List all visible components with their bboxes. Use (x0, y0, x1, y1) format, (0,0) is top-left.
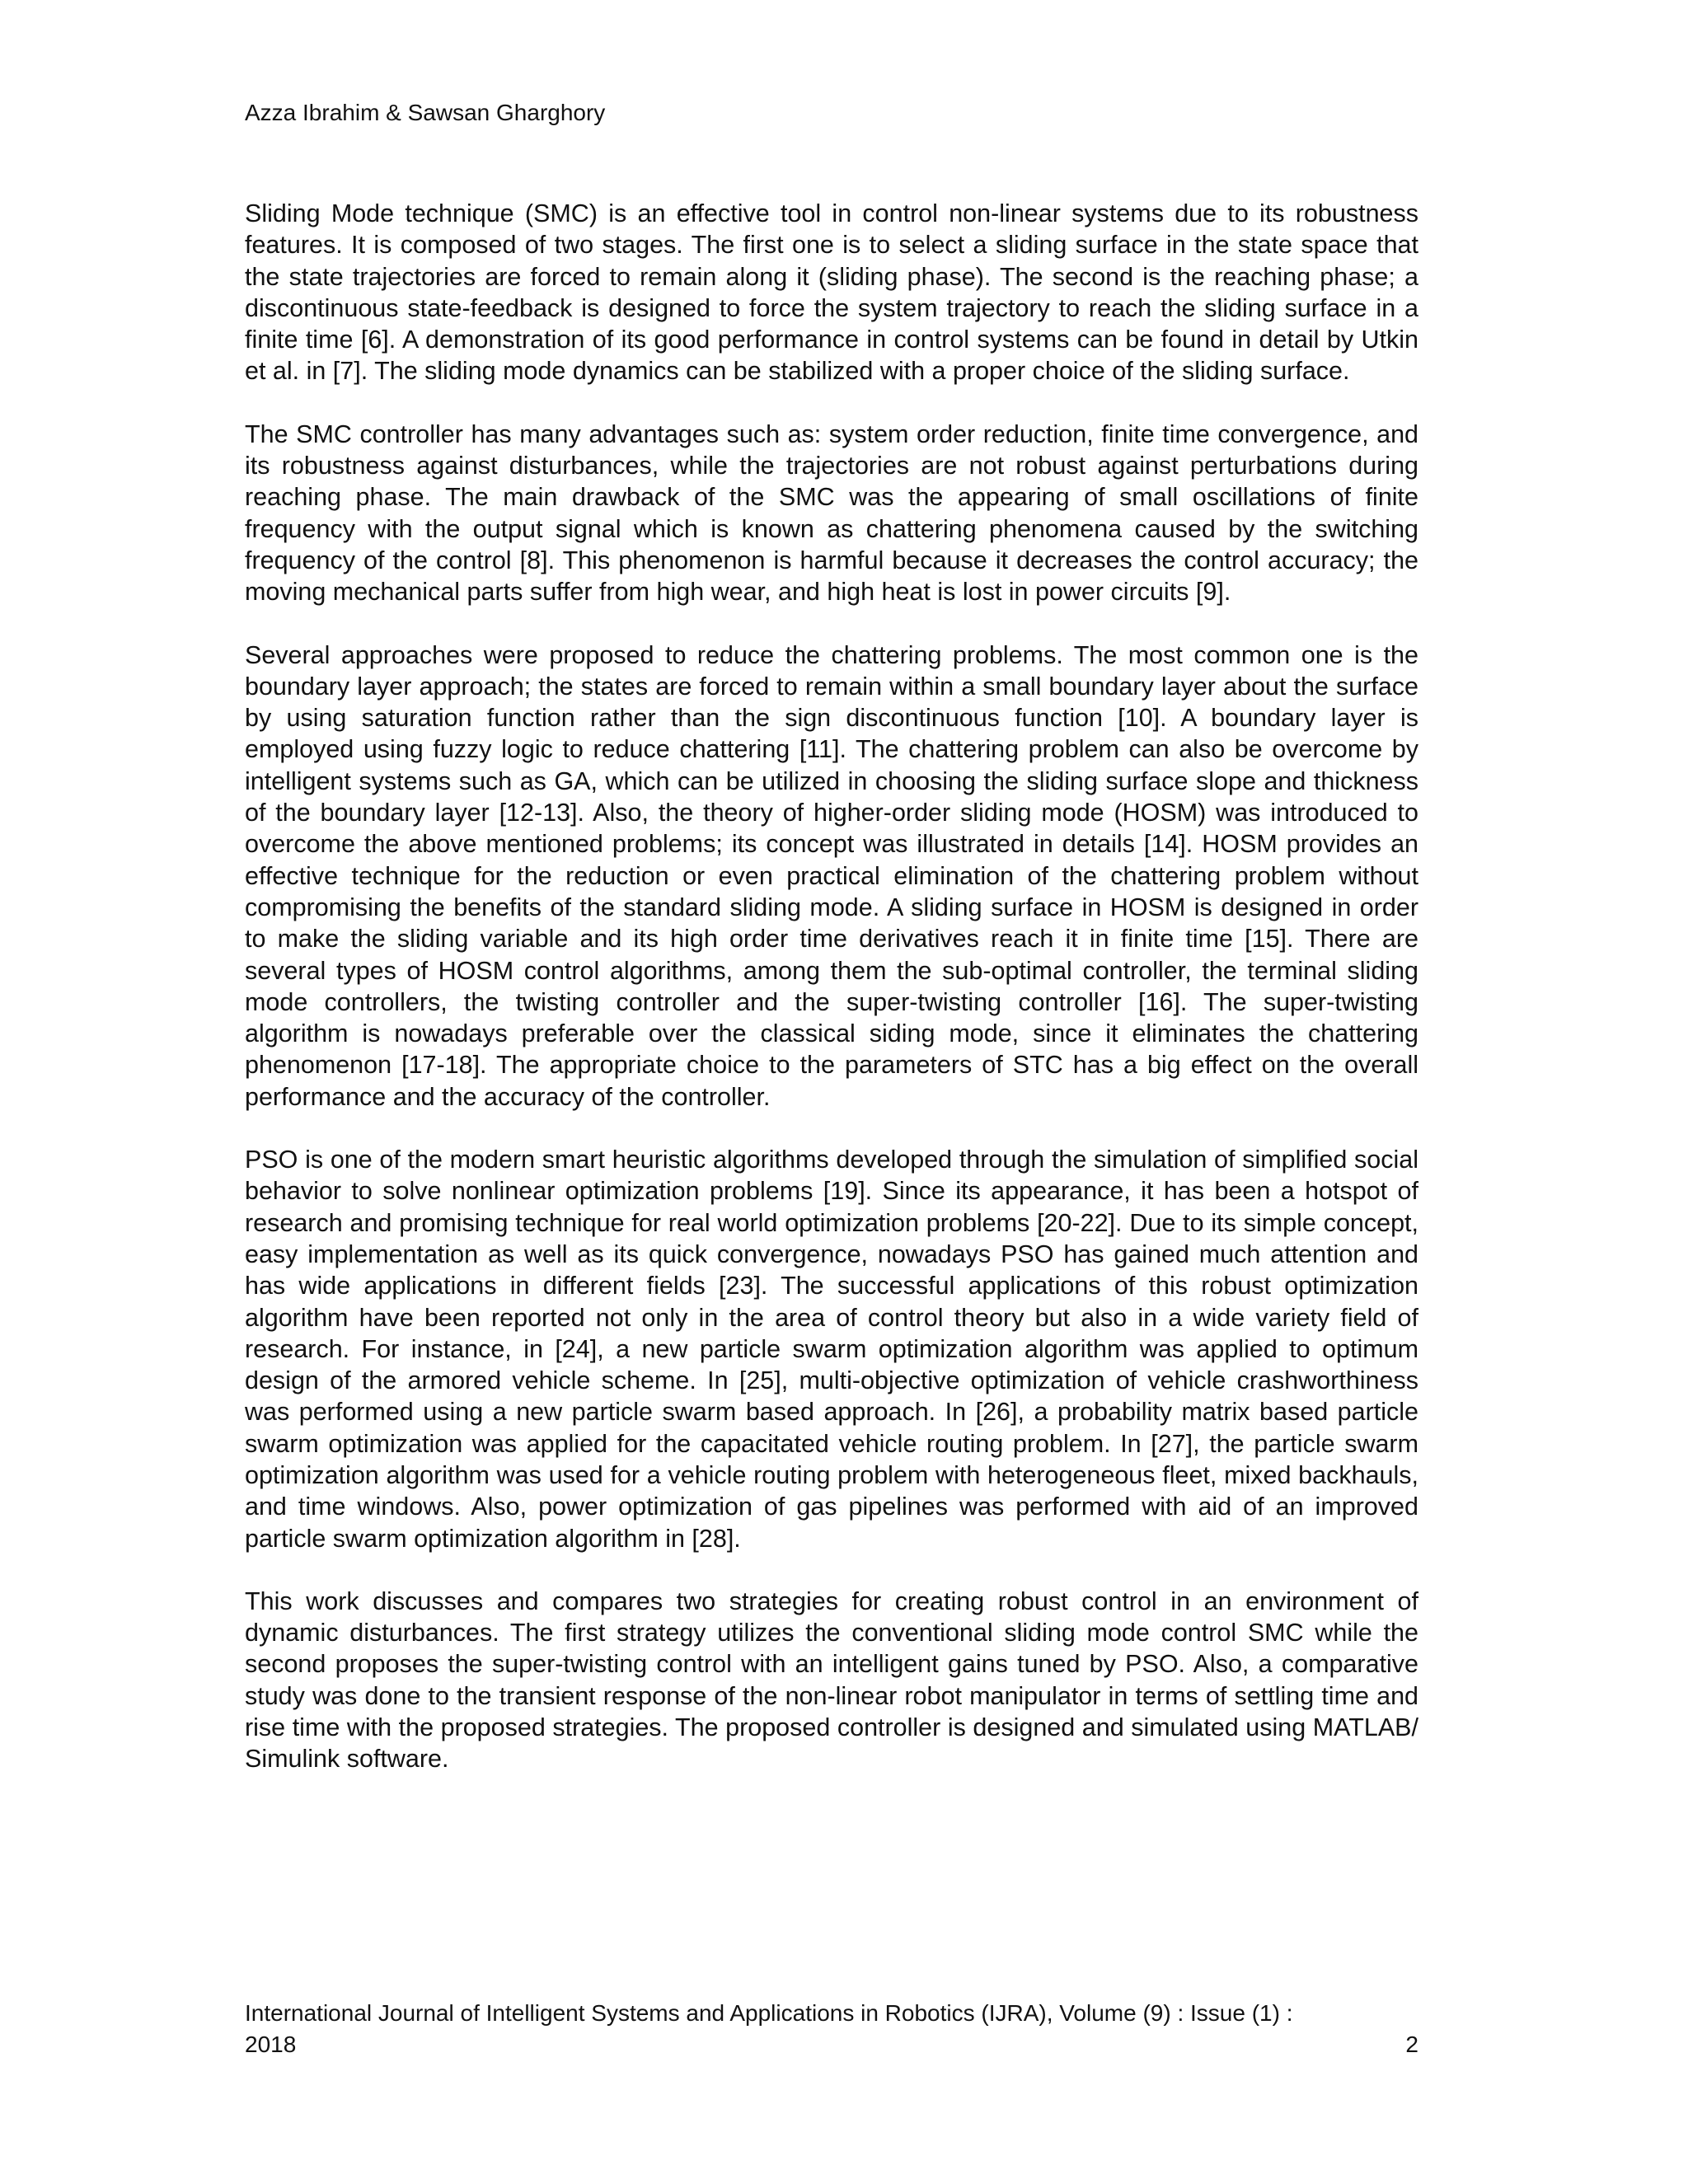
page-footer (245, 1998, 1418, 2060)
paragraph-chattering-approaches: Several approaches were proposed to reduce the chattering problems. The most common one is the boundary layer approach; the states are forced to remain within a small boundary layer about the surface by using saturation function rather than the sign discontinuous function [10]. A boundary layer is employed using fuzzy logic to reduce chattering [11]. The chattering problem can also be overcome by intelligent systems such as GA, which can be utilized in choosing the sliding surface slope and thickness of the boundary layer [12-13]. Also, the theory of higher-order sliding mode (HOSM) was introduced to overcome the above mentioned problems; its concept was illustrated in details [14]. HOSM provides an effective technique for the reduction or even practical elimination of the chattering problem without compromising the benefits of the standard sliding mode. A sliding surface in HOSM is designed in order to make the sliding variable and its high order time derivatives reach it in finite time [15]. There are several types of HOSM control algorithms, among them the sub-optimal controller, the terminal sliding mode controllers, the twisting controller and the super-twisting controller [16]. The super-twisting algorithm is nowadays preferable over the classical siding mode, since it eliminates the chattering phenomenon [17-18]. The appropriate choice to the parameters of STC has a big effect on the overall performance and the accuracy of the controller. (245, 640, 1418, 1111)
paragraph-smc-intro: Sliding Mode technique (SMC) is an effective tool in control non-linear systems due to its robustness features. It is composed of two stages. The first one is to select a sliding surface in the state space that the state trajectories are forced to remain along it (sliding phase). The second is the reaching phase; a discontinuous state-feedback is designed to force the system trajectory to reach the sliding surface in a finite time [6]. A demonstration of its good performance in control systems can be found in detail by Utkin et al. in [7]. The sliding mode dynamics can be stabilized with a proper choice of the sliding surface. (245, 199, 1418, 386)
footer-row (245, 2029, 1418, 2060)
footer-year: 2018 (245, 2032, 297, 2057)
running-header-authors: Azza Ibrahim & Sawsan Gharghory (245, 100, 606, 125)
body-text (245, 198, 1418, 1775)
paragraph-smc-advantages: The SMC controller has many advantages such as: system order reduction, finite time convergence, and its robustness against disturbances, while the trajectories are not robust against perturbations during reaching phase. The main drawback of the SMC was the appearing of small oscillations of finite frequency with the output signal which is known as chattering phenomena caused by the switching frequency of the control [8]. This phenomenon is harmful because it decreases the control accuracy; the moving mechanical parts suffer from high wear, and high heat is lost in power circuits [9]. (245, 419, 1418, 607)
page-number: 2 (1405, 2032, 1418, 2057)
paragraph-pso: PSO is one of the modern smart heuristic algorithms developed through the simulation of simplified social behavior to solve nonlinear optimization problems [19]. Since its appearance, it has been a hotspot of research and promising technique for real world optimization problems [20-22]. Due to its simple concept, easy implementation as well as its quick convergence, nowadays PSO has gained much attention and has wide applications in different fields [23]. The successful applications of this robust optimization algorithm have been reported not only in the area of control theory but also in a wide variety field of research. For instance, in [24], a new particle swarm optimization algorithm was applied to optimum design of the armored vehicle scheme. In [25], multi-objective optimization of vehicle crashworthiness was performed using a new particle swarm based approach. In [26], a probability matrix based particle swarm optimization was applied for the capacitated vehicle routing problem. In [27], the particle swarm optimization algorithm was used for a vehicle routing problem with heterogeneous fleet, mixed backhauls, and time windows. Also, power optimization of gas pipelines was performed with aid of an improved particle swarm optimization algorithm in [28]. (245, 1146, 1418, 1553)
paragraph-this-work: This work discusses and compares two strategies for creating robust control in an environment of dynamic disturbances. The first strategy utilizes the conventional sliding mode control SMC while the second proposes the super-twisting control with an intelligent gains tuned by PSO. Also, a comparative study was done to the transient response of the non-linear robot manipulator in terms of settling time and rise time with the proposed strategies. The proposed controller is designed and simulated using MATLAB/ Simulink software. (245, 1586, 1418, 1774)
footer-journal: International Journal of Intelligent Systems and Applications in Robotics (IJRA), Volume (9) : Issue (1) : (245, 2000, 1293, 2026)
